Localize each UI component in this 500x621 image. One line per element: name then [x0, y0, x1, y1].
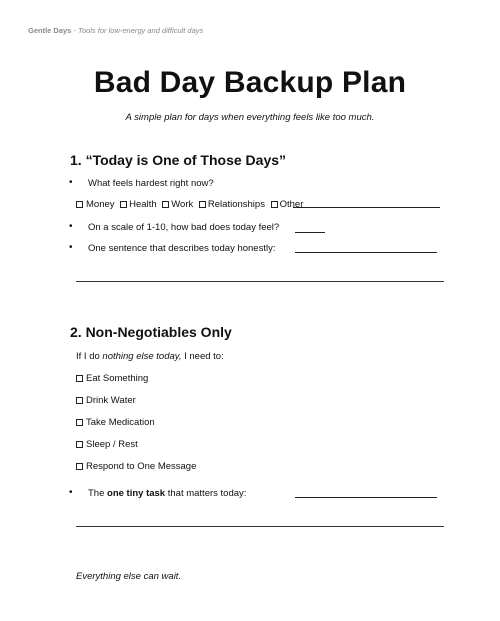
- brand-separator: -: [71, 26, 79, 35]
- section-2-writing-line[interactable]: [76, 526, 444, 527]
- section-1-heading: 1. “Today is One of Those Days”: [70, 152, 287, 168]
- tiny-task-prompt: [88, 488, 246, 499]
- checkbox[interactable]: [76, 463, 83, 470]
- option-health-checkbox[interactable]: [120, 201, 127, 208]
- sentence-fill-line[interactable]: [295, 252, 437, 253]
- question-scale: [88, 222, 279, 233]
- checklist-item-label: Eat Something: [86, 373, 149, 384]
- page-title: Bad Day Backup Plan: [93, 66, 407, 99]
- option-work-checkbox[interactable]: [162, 201, 169, 208]
- checklist-item[interactable]: [76, 395, 136, 406]
- checklist-item[interactable]: [76, 373, 148, 384]
- option-relationships-checkbox[interactable]: [199, 201, 206, 208]
- tiny-task-post: that matters today:: [165, 488, 247, 499]
- option-work-label: Work: [171, 199, 194, 210]
- hardest-options: [76, 199, 303, 210]
- tiny-task-pre: The: [88, 488, 108, 499]
- other-fill-line[interactable]: [293, 207, 440, 208]
- checkbox[interactable]: [76, 375, 83, 382]
- checklist-item[interactable]: [76, 439, 138, 450]
- question-hardest: [88, 178, 214, 189]
- intro-pre: If I do: [76, 351, 103, 362]
- tiny-task-bold: one tiny task: [107, 488, 166, 499]
- section-2-heading: 2. Non-Negotiables Only: [70, 324, 232, 340]
- checklist-item-label: Drink Water: [86, 395, 136, 406]
- checkbox[interactable]: [76, 419, 83, 426]
- checklist-item[interactable]: [76, 461, 196, 472]
- scale-fill-line[interactable]: [295, 232, 325, 233]
- intro-emphasis: nothing else today,: [102, 351, 182, 362]
- option-money-label: Money: [86, 199, 115, 210]
- question-hardest-label: What feels hardest right now?: [88, 178, 214, 189]
- checkbox[interactable]: [76, 397, 83, 404]
- checklist-item-label: Respond to One Message: [86, 461, 197, 472]
- question-sentence: [88, 243, 275, 254]
- option-other-checkbox[interactable]: [271, 201, 278, 208]
- section-2-intro: [76, 351, 224, 362]
- brand-tagline: Tools for low-energy and difficult days: [78, 26, 204, 35]
- brand-name: Gentle Days: [28, 26, 72, 35]
- option-health-label: Health: [129, 199, 157, 210]
- intro-post: I need to:: [181, 351, 224, 362]
- checklist-item[interactable]: [76, 417, 155, 428]
- option-relationships-label: Relationships: [207, 199, 265, 210]
- page-subtitle: A simple plan for days when everything feels like too much.: [125, 112, 375, 123]
- tiny-task-fill-line[interactable]: [295, 497, 437, 498]
- section-1-writing-line[interactable]: [76, 281, 444, 282]
- checklist-item-label: Sleep / Rest: [86, 439, 138, 450]
- option-other-label: Other: [279, 199, 304, 210]
- checkbox[interactable]: [76, 441, 83, 448]
- footer-note: Everything else can wait.: [76, 571, 182, 582]
- question-scale-label: On a scale of 1-10, how bad does today feel?: [88, 222, 280, 233]
- question-sentence-label: One sentence that describes today honestly:: [88, 243, 276, 254]
- option-money-checkbox[interactable]: [76, 201, 83, 208]
- checklist-item-label: Take Medication: [86, 417, 155, 428]
- brand-header: [28, 26, 203, 35]
